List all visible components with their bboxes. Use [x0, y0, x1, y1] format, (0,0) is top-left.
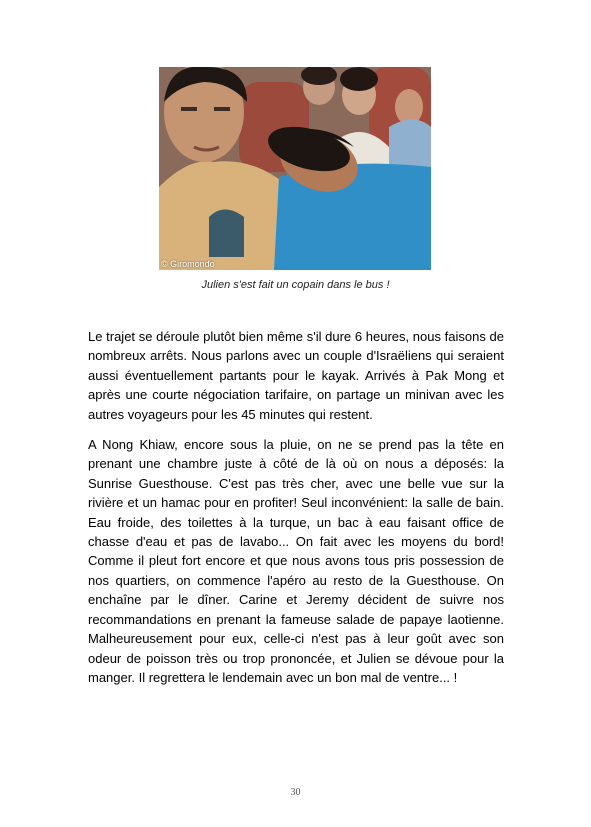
- page-number: 30: [290, 787, 301, 798]
- photo-watermark: © Giromondo: [161, 259, 215, 269]
- paragraph: Le trajet se déroule plutôt bien même s'il dure 6 heures, nous faisons de nombreux arrêts. Nous parlons avec un couple d'Israëliens qui seraient aussi éventuellement partants pour le kayak. Arrivés à Pak Mong et après une courte négociation tarifaire, on partage un minivan avec les autres voyageurs pour les 45 minutes qui restent.: [88, 329, 504, 422]
- body-text: [88, 327, 504, 698]
- paragraph: A Nong Khiaw, encore sous la pluie, on ne se prend pas la tête en prenant une chambre juste à côté de là où on nous a déposés: la Sunrise Guesthouse. C'est pas très cher, avec une belle vue sur la rivière et un hamac pour en profiter! Seul inconvénient: la salle de bain. Eau froide, des toilettes à la turque, un bac à eau faisant office de chasse d'eau et pas de lavabo... On fait avec les moyens du bord! Comme il pleut fort encore et que nous avons tous pris possession de nos quartiers, on commence l'apéro au resto de la Guesthouse. On enchaîne par le dîner. Carine et Jeremy décident de suivre nos recommandations en prenant la fameuse salade de papaye laotienne. Malheureusement pour eux, celle-ci n'est pas à leur goût avec son odeur de poisson très ou trop prononcée, et Julien se dévoue pour la manger. Il regrettera le lendemain avec un bon mal de ventre... !: [88, 437, 504, 685]
- bus-photo: [159, 67, 431, 270]
- photo-caption: Julien s'est fait un copain dans le bus !: [201, 279, 390, 291]
- bus-photo-illustration: [159, 67, 431, 270]
